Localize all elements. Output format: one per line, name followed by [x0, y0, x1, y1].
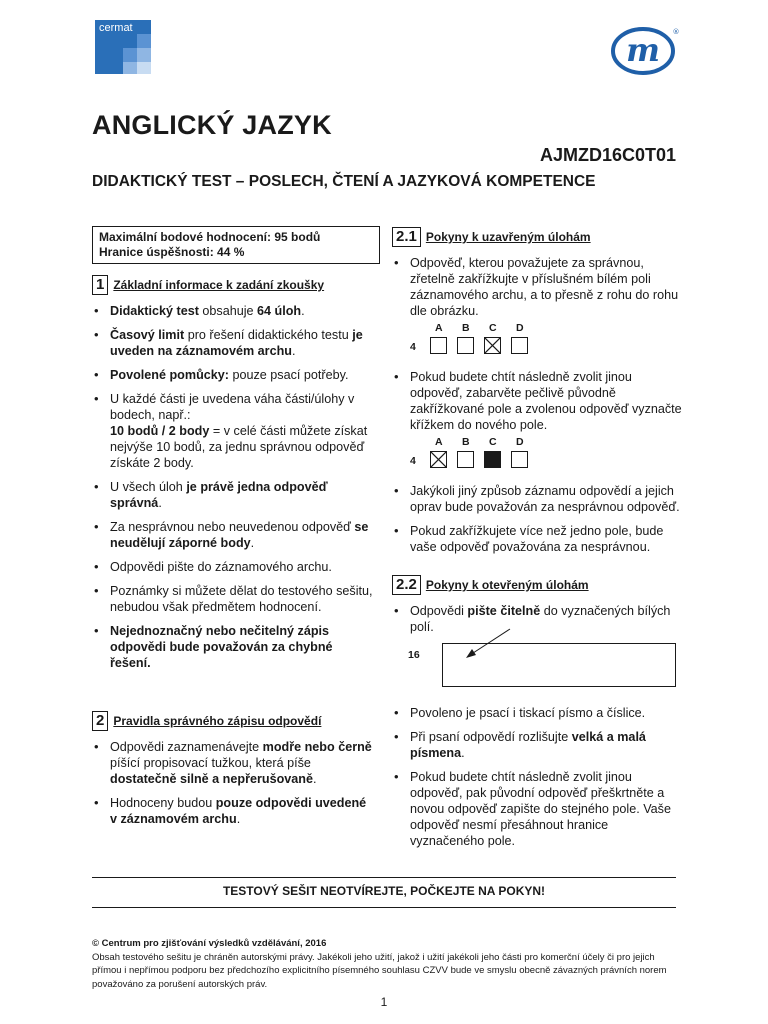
item-text: . [250, 536, 255, 550]
item-text: je uveden na záznamovém archu [110, 328, 363, 358]
item-text: . [301, 304, 305, 318]
list-item [392, 523, 682, 555]
item-text: modře nebo černě [262, 740, 372, 754]
list-item [92, 303, 374, 319]
answer-box [484, 451, 501, 468]
logo-square [123, 62, 137, 74]
list-item [392, 483, 682, 515]
svg-text:®: ® [672, 28, 680, 36]
divider [92, 877, 676, 878]
max-score: Maximální bodové hodnocení: 95 bodů [99, 230, 321, 244]
item-text: Poznámky si můžete dělat do testového sešitu, nebudou však předmětem hodnocení. [110, 584, 373, 614]
section-title: Pokyny k otevřeným úlohám [425, 578, 589, 592]
item-text: 10 bodů / 2 body [110, 424, 210, 438]
answer-grid-example [392, 323, 682, 363]
item-text: obsahuje [198, 304, 258, 318]
answer-grid-correction-example [392, 437, 682, 477]
list-item [92, 367, 374, 383]
answer-box [430, 451, 447, 468]
score-box [92, 226, 380, 264]
m-brand-logo-icon [610, 24, 680, 76]
item-text: pište čitelně [467, 604, 541, 618]
section-number: 2 [92, 711, 108, 731]
grid-letter: D [516, 322, 524, 334]
answer-box [457, 337, 474, 354]
list-item [392, 729, 682, 761]
logo-square [137, 62, 151, 74]
list-item [92, 327, 374, 359]
copyright-notice: Obsah testového sešitu je chráněn autorskými právy. Jakékoli jeho užití, jakož i užití jakékoli jeho části pro komerční účely či pro jejich přímou i nepřímou podporu bez předchozího explicitního písemného souhlasu CZVV bude ve smyslu obecně závazných právních norem považováno za porušení autorských práv. [92, 951, 667, 990]
pass-threshold: Hranice úspěšnosti: 44 % [99, 245, 245, 259]
grid-letter: C [489, 436, 497, 448]
grid-row-number: 4 [410, 341, 416, 353]
item-text: Odpovědi zaznamenávejte [110, 740, 263, 754]
item-text: . [291, 344, 296, 358]
section-title: Pravidla správného zápisu odpovědí [113, 714, 322, 728]
list-item [92, 795, 374, 827]
item-text: pro řešení didaktického testu [184, 328, 353, 342]
item-text: dostatečně silně a nepřerušovaně [110, 772, 313, 786]
section-2 [92, 711, 374, 835]
list-item [92, 519, 374, 551]
section-2-1 [392, 227, 682, 563]
bullet-list [392, 483, 682, 555]
item-text: . [461, 746, 465, 760]
item-text: Pokud budete chtít následně zvolit jinou odpověď, zabarvěte pečlivě původně zakřížkované pole a zvolenou odpověď vyznačte křížkem do nového pole. [410, 370, 682, 432]
item-text: Nejednoznačný nebo nečitelný zápis odpovědi bude považován za chybné řešení. [110, 624, 333, 670]
item-text: . [158, 496, 162, 510]
grid-row-number: 4 [410, 455, 416, 467]
item-text: Povolené pomůcky: [110, 368, 229, 382]
item-text: = v celé části můžete získat nejvýše 10 bodů, za jednu správnou odpověď získáte 2 body. [110, 424, 368, 470]
answer-box [511, 451, 528, 468]
item-text: 64 úloh [257, 304, 302, 318]
grid-letter: A [435, 322, 443, 334]
logo-square [137, 48, 151, 62]
item-text: Časový limit [110, 328, 185, 342]
list-item [392, 769, 682, 849]
answer-box [430, 337, 447, 354]
item-text: do vyznačených bílých polí. [410, 604, 671, 634]
item-text: Odpověď, kterou považujete za správnou, zřetelně zakřížkujte v příslušném bílém poli záznamového archu, a to přesně z rohu do rohu dle obrázku. [410, 256, 679, 318]
item-text: U každé části je uvedena váha části/úlohy v bodech, např.: [110, 392, 355, 422]
list-item [392, 705, 682, 721]
list-item [92, 479, 374, 511]
cross-mark-icon [431, 452, 446, 467]
section-title: Pokyny k uzavřeným úlohám [425, 230, 591, 244]
item-text: je právě jedna odpověď správná [110, 480, 328, 510]
section-title: Základní informace k zadání zkoušky [113, 278, 325, 292]
item-text: Pokud zakřížkujete více než jedno pole, bude vaše odpověď považována za nesprávnou. [410, 524, 664, 554]
open-answer-example [392, 643, 682, 695]
item-text: velká a malá písmena [410, 730, 646, 760]
item-text: Při psaní odpovědí rozlišujte [410, 730, 572, 744]
item-text: . [236, 812, 241, 826]
item-text: pouze psací potřeby. [228, 368, 349, 382]
item-text: Pokud budete chtít následně zvolit jinou odpověď, pak původní odpověď přeškrtněte a novou odpověď zapište do stejného pole. Vaše odpověď nesmí přesáhnout hranice vyznačeného pole. [410, 770, 671, 848]
grid-letter: C [489, 322, 497, 334]
list-item [92, 559, 374, 575]
answer-box [457, 451, 474, 468]
grid-letter: B [462, 322, 470, 334]
item-text: Odpovědi [410, 604, 468, 618]
cermat-logo [95, 20, 151, 74]
item-text: Didaktický test [110, 304, 199, 318]
cermat-logo-text: cermat [99, 22, 133, 34]
grid-letter: A [435, 436, 443, 448]
test-code: AJMZD16C0T01 [539, 145, 676, 165]
page-title: ANGLICKÝ JAZYK [92, 110, 332, 140]
list-item [392, 603, 682, 635]
item-text: Za nesprávnou nebo neuvedenou odpověď [110, 520, 355, 534]
grid-letter: B [462, 436, 470, 448]
list-item [92, 391, 374, 471]
item-text: U všech úloh [110, 480, 187, 494]
item-text: Povoleno je psací i tiskací písmo a číslice. [410, 706, 646, 720]
grid-letter: D [516, 436, 524, 448]
answer-box [484, 337, 501, 354]
copyright: © Centrum pro zjišťování výsledků vzdělávání, 2016 [92, 938, 327, 949]
answer-box [511, 337, 528, 354]
item-text: Odpovědi pište do záznamového archu. [110, 560, 332, 574]
bullet-list [92, 739, 374, 827]
divider [92, 907, 676, 908]
section-2-2 [392, 575, 682, 857]
arrow-icon [462, 625, 522, 665]
list-item [92, 623, 374, 671]
list-item [392, 369, 682, 433]
logo-square [137, 34, 151, 48]
logo-square [123, 48, 137, 62]
section-1 [92, 275, 374, 679]
item-text: se neudělují záporné body [110, 520, 369, 550]
section-number: 1 [92, 275, 108, 295]
footer [92, 937, 682, 991]
answer-row-number: 16 [408, 649, 420, 661]
section-number: 2.1 [392, 227, 421, 247]
list-item [392, 255, 682, 319]
list-item [92, 739, 374, 787]
svg-text:m: m [626, 31, 660, 69]
bullet-list [392, 705, 682, 849]
item-text: Jakýkoli jiný způsob záznamu odpovědí a jejich oprav bude považován za nesprávnou odpověď. [410, 484, 680, 514]
cross-mark-icon [485, 338, 500, 353]
test-subtitle: DIDAKTICKÝ TEST – POSLECH, ČTENÍ A JAZYKOVÁ KOMPETENCE [92, 173, 596, 190]
notice-text: TESTOVÝ SEŠIT NEOTVÍREJTE, POČKEJTE NA POKYN! [222, 884, 546, 898]
item-text: pouze odpovědi uvedené v záznamovém archu [110, 796, 367, 826]
section-number: 2.2 [392, 575, 421, 595]
item-text: píšící propisovací tužkou, která píše [110, 756, 311, 770]
page-number: 1 [380, 995, 388, 1009]
list-item [92, 583, 374, 615]
item-text: Hodnoceny budou [110, 796, 216, 810]
item-text: . [312, 772, 317, 786]
bullet-list [92, 303, 374, 671]
